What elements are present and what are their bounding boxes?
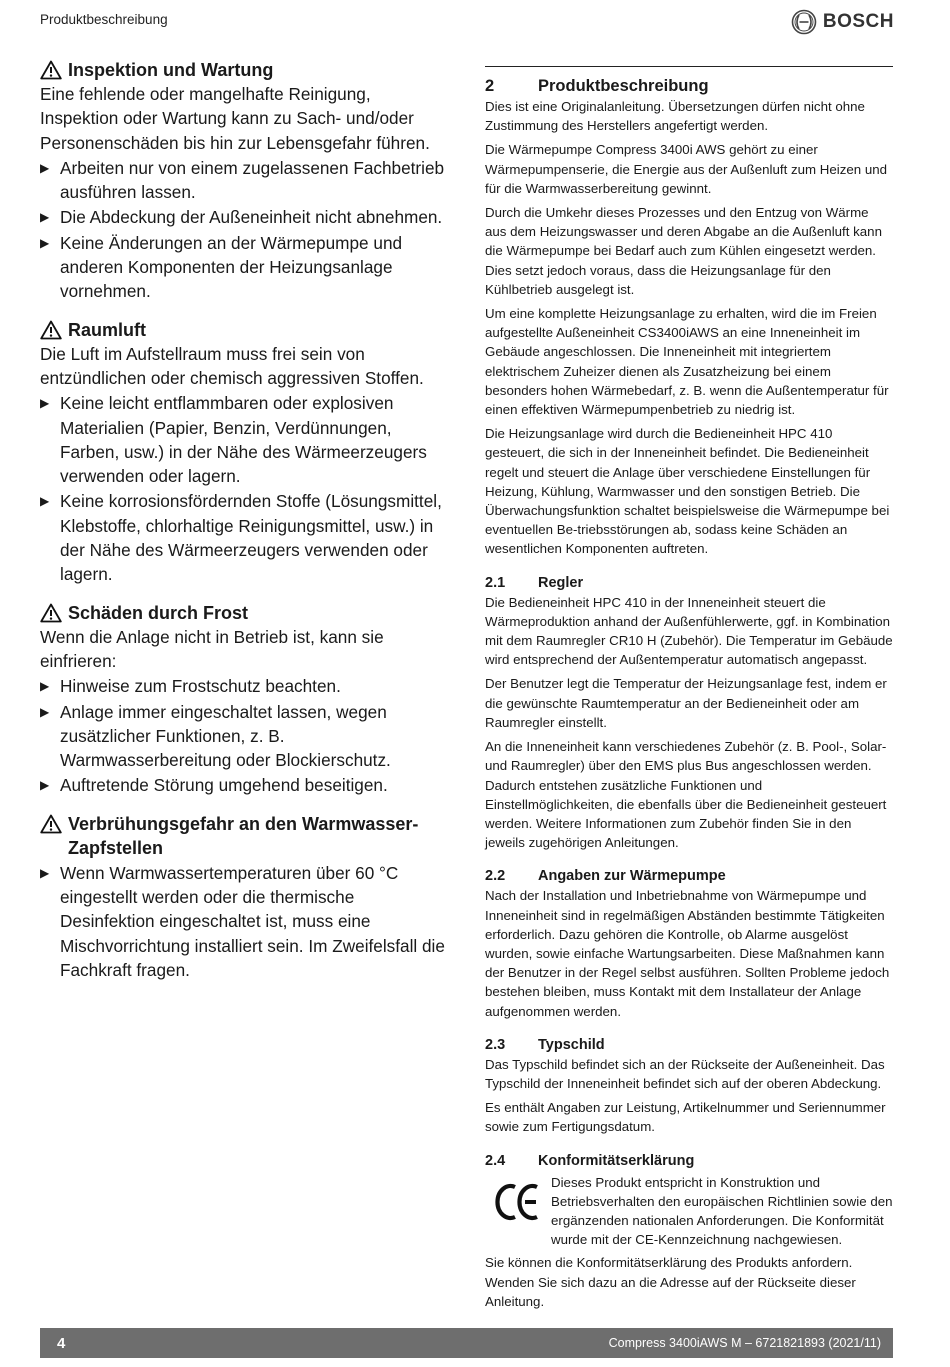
warning-title: Schäden durch Frost	[68, 602, 249, 623]
warning-heading	[40, 601, 450, 625]
body-paragraph: Durch die Umkehr dieses Prozesses und den Entzug von Wärme aus dem Heizungswasser und deren Abgabe an die Außenluft kann die Wärmepumpe bei Bedarf auch zum Kühlen eingesetzt werden. Dies setzt jedoch voraus, dass die Heizungsanlage für den Kühlbetrieb ausgelegt ist.	[485, 205, 882, 297]
section-heading	[485, 573, 893, 593]
body-paragraph: Die Wärmepumpe Compress 3400i AWS gehört zu einer Wärmepumpenserie, die Energie aus der Außenluft zum Heizen und für die Warmwasserbereitung gewinnt.	[485, 142, 888, 196]
warning-triangle-icon	[40, 814, 62, 834]
chapter-number: 2	[485, 77, 495, 95]
section-title: Konformitätserklärung	[538, 1152, 695, 1169]
instruction-text: Arbeiten nur von einem zugelassenen Fachbetrieb ausführen lassen.	[60, 157, 445, 203]
bullet-arrow-icon: ▶	[40, 235, 50, 250]
bullet-arrow-icon: ▶	[40, 865, 50, 880]
instruction-item	[40, 861, 450, 982]
conformity-section	[485, 1151, 893, 1311]
section	[485, 866, 893, 1020]
body-paragraph: Nach der Installation und Inbetriebnahme von Wärmepumpe und Inneneinheit sind in regelmäßigen Abständen bestimmte Tätigkeiten erforderlich. Dazu gehören die Kontrolle, ob Alarme ausgelöst wurden, sowie einfache Wartungsarbeiten. Diese Maßnahmen kann der Benutzer in der Regel selbst ausführen. Sollten Probleme jedoch bestehen bleiben, muss Kontakt mit dem Installateur der Anlage aufgenommen werden.	[485, 888, 890, 1019]
instruction-item	[40, 391, 450, 488]
section	[485, 1035, 893, 1137]
conformity-paragraphs	[485, 1253, 893, 1311]
bullet-arrow-icon: ▶	[40, 679, 50, 694]
section-number: 2.2	[485, 868, 506, 885]
instruction-item	[40, 700, 450, 773]
warning-title: Inspektion und Wartung	[68, 60, 274, 80]
warning-intro: Die Luft im Aufstellraum muss frei sein von entzündlichen oder chemisch aggressiven Stoffen.	[40, 343, 424, 388]
body-paragraph: Die Heizungsanlage wird durch die Bedieneinheit HPC 410 gesteuert, die sich in der Inneneinheit befindet. Die Bedieneinheit regelt und steuert die Anlage über verschiedene Einstellungen für Heizung, Kühlung, Warmwasser und den sonstigen Betrieb. Die Überwachungsfunktion schaltet beispielsweise die Wärmepumpe bei eventuellen Be-triebsstörungen ab, sodass keine Schäden an wesentlichen Komponenten auftreten.	[485, 426, 890, 557]
instruction-text: Die Abdeckung der Außeneinheit nicht abnehmen.	[60, 207, 443, 228]
bullet-arrow-icon: ▶	[40, 160, 50, 175]
product-description-column	[485, 66, 893, 1316]
bullet-arrow-icon: ▶	[40, 494, 50, 509]
brand-logo	[791, 9, 894, 35]
instruction-text: Keine leicht entflammbaren oder explosiven Materialien (Papier, Benzin, Verdünnungen, Farben, usw.) in der Nähe des Wärmeerzeugers verwenden oder lagern.	[60, 393, 427, 487]
bosch-armature-icon	[791, 9, 817, 35]
section-heading	[485, 1035, 893, 1055]
section-title: Regler	[538, 574, 584, 591]
section-number: 2.4	[485, 1152, 506, 1169]
warning-triangle-icon	[40, 60, 62, 80]
bullet-arrow-icon: ▶	[40, 778, 50, 793]
instruction-item	[40, 231, 450, 304]
section-title: Angaben zur Wärmepumpe	[538, 868, 726, 885]
body-paragraph: Um eine komplette Heizungsanlage zu erhalten, wird die im Freien aufgestellte Außeneinheit CS3400iAWS an eine Inneneinheit im Gebäude angeschlossen. Die Inneneinheit mit integriertem elektrischem Zuheizer dienen als Zusatzheizung bei einem besonders hohen Wärmebedarf, z. B. wenn die Außentemperatur für einen effektiven Wärmepumpenbetrieb zu niedrig ist.	[485, 306, 889, 418]
running-header: Produktbeschreibung	[40, 12, 168, 27]
warning-triangle-icon	[40, 320, 62, 340]
warning-triangle-icon	[40, 603, 62, 623]
bullet-arrow-icon: ▶	[40, 210, 50, 225]
chapter-rule	[485, 66, 893, 559]
instruction-text: Wenn Warmwassertemperaturen über 60 °C eingestellt werden oder die thermische Desinfektion eingeschaltet ist, muss eine Mischvorrichtung installiert sein. Im Zweifelsfall die Fachkraft fragen.	[60, 862, 445, 980]
ce-statement	[485, 1173, 893, 1250]
section-heading	[485, 866, 893, 886]
warning-heading	[40, 318, 450, 342]
body-paragraph: An die Inneneinheit kann verschiedenes Zubehör (z. B. Pool-, Solar- und Raumregler) über den EMS plus Bus angeschlossen werden. Dadurch entstehen zusätzliche Funktionen und Einstellmöglichkeiten, die ebenfalls über die Bedieneinheit gesteuert werden. Weitere Informationen zum Zubehör finden Sie in den jeweils zugehörigen Anleitungen.	[485, 739, 887, 851]
instruction-text: Keine korrosionsfördernden Stoffe (Lösungsmittel, Klebstoffe, chlorhaltige Reinigungsmittel, usw.) in der Nähe des Wärmeerzeugers verwenden oder lagern.	[60, 491, 442, 585]
warning-intro: Eine fehlende oder mangelhafte Reinigung, Inspektion oder Wartung kann zu Sach- und/oder Personenschäden bis hin zur Lebensgefahr führen.	[40, 84, 430, 153]
document-id: Compress 3400iAWS M – 6721821893 (2021/11)	[608, 1336, 881, 1350]
instruction-text: Auftretende Störung umgehend beseitigen.	[60, 775, 388, 796]
instruction-item	[40, 156, 450, 205]
brand-name: BOSCH	[822, 11, 894, 32]
body-paragraph: Dies ist eine Originalanleitung. Übersetzungen dürfen nicht ohne Zustimmung des Herstellers angefertigt werden.	[485, 99, 865, 134]
body-paragraph: Sie können die Konformitätserklärung des Produkts anfordern. Wenden Sie sich dazu an die Adresse auf der Rückseite dieser Anleitung.	[485, 1255, 856, 1309]
instruction-item	[40, 205, 450, 229]
body-paragraph: Es enthält Angaben zur Leistung, Artikelnummer und Seriennummer sowie zum Fertigungsdatum.	[485, 1100, 886, 1135]
warning-heading	[40, 58, 450, 82]
section	[485, 573, 893, 853]
instruction-text: Anlage immer eingeschaltet lassen, wegen zusätzlicher Funktionen, z. B. Warmwasserbereitung oder Blockierschutz.	[60, 701, 391, 771]
bullet-arrow-icon: ▶	[40, 396, 50, 411]
section-heading	[485, 1151, 893, 1171]
page-number: 4	[57, 1334, 66, 1352]
instruction-item	[40, 489, 450, 586]
ce-mark-icon	[485, 1173, 551, 1231]
bullet-arrow-icon: ▶	[40, 704, 50, 719]
warning-heading	[40, 812, 450, 860]
instruction-text: Hinweise zum Frostschutz beachten.	[60, 676, 341, 697]
safety-notes-column	[40, 58, 450, 982]
section-number: 2.3	[485, 1036, 506, 1053]
chapter-title: Produktbeschreibung	[538, 77, 709, 95]
warning-title: Raumluft	[68, 319, 146, 340]
instruction-text: Keine Änderungen an der Wärmepumpe und anderen Komponenten der Heizungsanlage vornehmen.	[60, 232, 403, 302]
body-paragraph: Das Typschild befindet sich an der Rückseite der Außeneinheit. Das Typschild der Inneneinheit befindet sich auf der oberen Abdeckung.	[485, 1056, 885, 1091]
chapter-intro	[485, 97, 893, 559]
instruction-item	[40, 773, 450, 797]
body-paragraph: Die Bedieneinheit HPC 410 in der Inneneinheit steuert die Wärmeproduktion anhand der Außenfühlerwerte, ggf. in Kombination mit dem Raumregler CR10 H (Zubehör). Die Temperatur im Gebäude wird entsprechend der Außentemperatur automatisch angepasst.	[485, 594, 893, 668]
section-title: Typschild	[538, 1036, 605, 1053]
body-paragraph: Der Benutzer legt die Temperatur der Heizungsanlage fest, indem er die gewünschte Raumtemperatur an der Bedieneinheit oder am Raumregler einstellt.	[485, 676, 887, 730]
ce-paragraph: Dieses Produkt entspricht in Konstruktion und Betriebsverhalten den europäischen Richtlinien sowie den ergänzenden nationalen Anforderungen. Die Konformität wurde mit der CE-Kennzeichnung nachgewiesen.	[551, 1174, 893, 1248]
warning-intro: Wenn die Anlage nicht in Betrieb ist, kann sie einfrieren:	[40, 626, 384, 671]
warning-title: Verbrühungsgefahr an den Warmwasser-Zapfstellen	[68, 813, 419, 858]
instruction-item	[40, 674, 450, 698]
section-number: 2.1	[485, 574, 506, 591]
chapter-heading	[485, 75, 893, 97]
chapter-sections	[485, 573, 893, 1137]
page-footer	[40, 1328, 893, 1358]
